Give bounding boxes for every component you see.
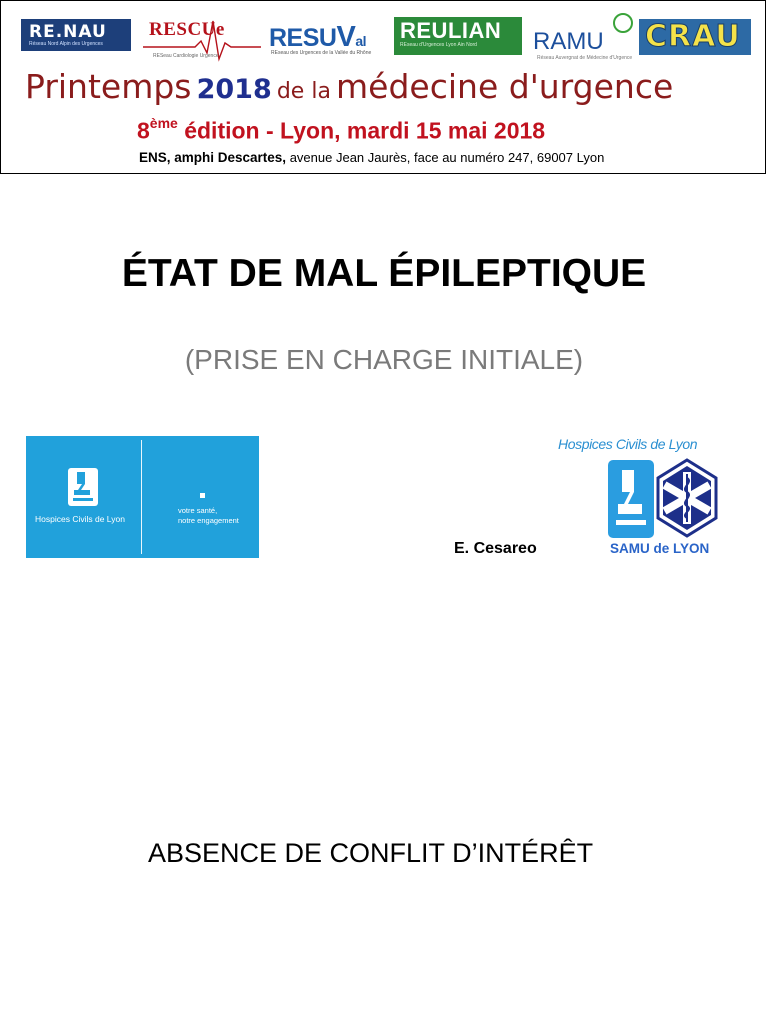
- renau-logo-tagline: Réseau Nord Alpin des Urgences: [29, 41, 103, 47]
- rescue-logo-tagline: RESeau Cardiologie Urgence: [153, 53, 219, 59]
- ramu-logo-tagline: Réseau Auvergnat de Médecine d'Urgence: [537, 55, 633, 61]
- event-title-de: de: [276, 79, 305, 104]
- event-title-printemps: Printemps: [25, 67, 192, 106]
- event-title-medecine: médecine d'urgence: [336, 67, 674, 106]
- event-title-year: 2018: [196, 74, 272, 105]
- hcl-left-dot: [200, 493, 205, 498]
- rescue-logo: [143, 13, 261, 63]
- event-edition: [137, 117, 545, 145]
- conflict-statement: ABSENCE DE CONFLIT D’INTÉRÊT: [148, 838, 594, 868]
- hcl-right-name: Hospices Civils de Lyon: [558, 436, 698, 452]
- resuval-name-al: al: [355, 33, 366, 49]
- event-title-la: la: [311, 79, 331, 104]
- event-banner: [0, 0, 766, 174]
- reulian-logo-name: REULIAN: [400, 18, 502, 43]
- edition-number: 8: [137, 117, 150, 144]
- renau-logo: [21, 19, 131, 51]
- renau-logo-name: RE.NAU: [29, 22, 107, 42]
- hcl-microscope-icon: [68, 468, 98, 506]
- venue-name: ENS, amphi Descartes,: [139, 150, 287, 165]
- hcl-left-name: Hospices Civils de Lyon: [35, 514, 125, 524]
- slide-title: ÉTAT DE MAL ÉPILEPTIQUE: [121, 252, 647, 295]
- ramu-logo-name: RAMU: [533, 28, 604, 55]
- edition-suffix: ème: [149, 115, 178, 131]
- hcl-samu-logo: [552, 432, 752, 562]
- hcl-motto-line2: notre engagement: [178, 516, 239, 525]
- author-name: E. Cesareo: [454, 540, 537, 557]
- hcl-logo-left: [26, 436, 259, 558]
- slide-subtitle: (PRISE EN CHARGE INITIALE): [184, 344, 584, 375]
- crau-logo-name: CRAU: [645, 19, 741, 54]
- ramu-logo: [531, 13, 637, 63]
- ramu-eye-icon: [613, 13, 633, 33]
- hcl-left-motto: [178, 506, 239, 526]
- venue-address: avenue Jean Jaurès, face au numéro 247, 69007 Lyon: [289, 150, 605, 165]
- rescue-logo-name: RESCUe: [149, 19, 225, 40]
- resuval-logo: [267, 17, 387, 57]
- hcl-microscope-icon: [608, 460, 654, 538]
- event-venue: [139, 150, 604, 165]
- star-of-life-caduceus-icon: [656, 458, 718, 538]
- hcl-left-divider: [141, 440, 142, 554]
- reulian-logo-tagline: REseau d'Urgences Lyon Ain Nord: [400, 42, 477, 48]
- partner-logos: [1, 13, 767, 63]
- samu-label: SAMU de LYON: [610, 541, 710, 556]
- resuval-name-v: V: [336, 21, 356, 53]
- resuval-logo-tagline: REseau des Urgences de la Vallée du Rhône: [271, 50, 372, 56]
- reulian-logo: [394, 17, 522, 55]
- hcl-motto-line1: votre santé,: [178, 506, 218, 515]
- crau-logo: [639, 19, 751, 55]
- resuval-name-main: RESU: [269, 24, 337, 52]
- edition-details: édition - Lyon, mardi 15 mai 2018: [184, 117, 546, 144]
- event-title: [25, 67, 745, 106]
